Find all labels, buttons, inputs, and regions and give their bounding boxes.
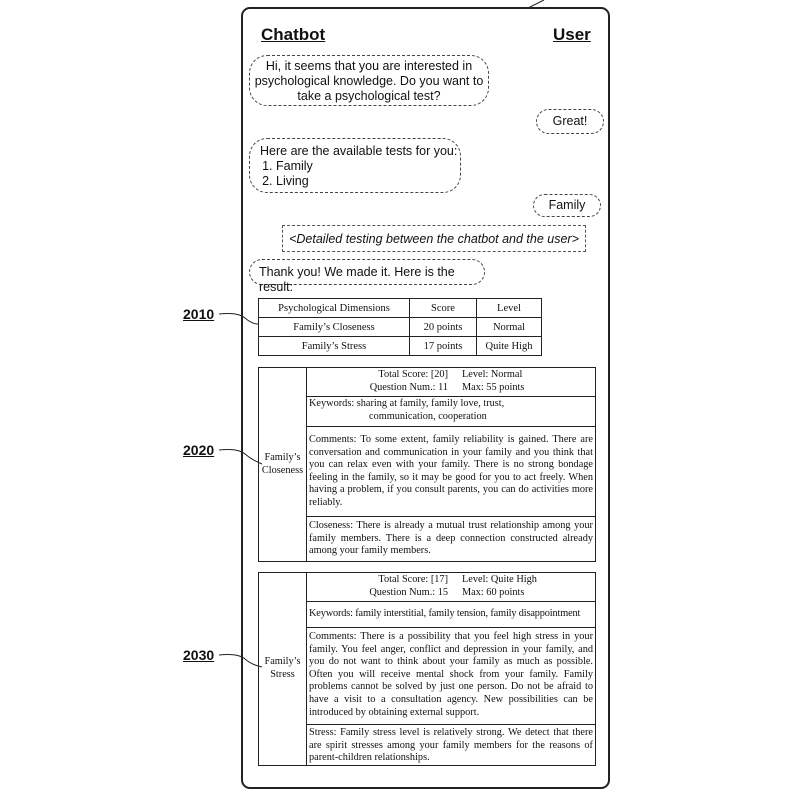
dimension-cell: Family’s Closeness [259, 318, 410, 337]
stress-score-cell [307, 573, 595, 602]
user-header: User [553, 25, 591, 44]
score-cell: 17 points [410, 337, 477, 356]
chatbot-message-result: Thank you! We made it. Here is the result: [249, 259, 485, 285]
message-text: Great! [552, 114, 588, 128]
stress-side-label [259, 573, 307, 765]
closeness-side-label [259, 368, 307, 561]
closeness-comments-cell: Comments: To some extent, family reliability is gained. There are conversation and communication in your family and you think that you can relax even with your family. There is no strong bondage feeling in the family, so it may be good for you to act freely. When having a problem, if you consult parents, you can do activities more reliably. [307, 427, 595, 517]
message-line: take a psychological test? [297, 89, 441, 103]
stress-comments-cell: Comments: There is a possibility that you feel high stress in your family. You feel anger, conflict and depression in your family, and you do not want to think about your family as much as possible. Often you will receive mental shock from your family. Family problems cannot be solved by just one person. Do not be afraid to have a visit to a consultation agency. New possibilities can be introduced by obtaining external support. [307, 628, 595, 725]
stress-keywords-cell: Keywords: family interstitial, family tension, family disappointment [307, 602, 595, 628]
closeness-summary-cell: Closeness: There is already a mutual trust relationship among your family members. There is a deep connection constructed already among your family members. [309, 520, 593, 557]
stress-total-score: Total Score: [17] [378, 574, 448, 585]
header-score: Score [410, 299, 477, 318]
message-line: Hi, it seems that you are interested in [265, 59, 473, 73]
level-cell: Quite High [477, 337, 542, 356]
header-level: Level [477, 299, 542, 318]
leader-2010 [219, 314, 258, 325]
dimension-cell: Family’s Stress [259, 337, 410, 356]
level-cell: Normal [477, 318, 542, 337]
table-row [259, 318, 542, 337]
leader-2030 [219, 655, 262, 668]
ref-2010: 2010 [183, 306, 215, 322]
message-line: psychological knowledge. Do you want to [254, 74, 484, 88]
message-line: Here are the available tests for you: [260, 144, 458, 158]
closeness-max: Max: 55 points [462, 381, 525, 393]
side-label-line: Stress [270, 669, 295, 680]
closeness-level: Level: Normal [462, 369, 523, 380]
closeness-total-score: Total Score: [20] [378, 369, 448, 380]
closeness-question-num: Question Num.: 11 [369, 381, 448, 393]
keywords-line: communication, cooperation [369, 410, 487, 422]
side-label-line: Family’s [264, 451, 301, 463]
stress-level: Level: Quite High [462, 574, 537, 585]
chatbot-header: Chatbot [261, 25, 326, 44]
ref-2030: 2030 [183, 647, 215, 663]
table-row [259, 337, 542, 356]
stress-summary-cell: Stress: Family stress level is relatively strong. We detect that there are spirit stresses among your family members for the reasons of parent-children relationships. [309, 727, 593, 764]
closeness-keywords-cell [307, 397, 595, 427]
closeness-score-cell [307, 368, 595, 397]
ref-2020: 2020 [183, 442, 215, 458]
leader-2020 [219, 450, 262, 465]
score-table [258, 298, 542, 356]
detailed-testing-note: <Detailed testing between the chatbot and the user> [282, 225, 586, 252]
header-dimensions: Psychological Dimensions [259, 299, 410, 318]
score-table-header-row [259, 299, 542, 318]
stress-question-num: Question Num.: 15 [369, 586, 448, 598]
keywords-line: Keywords: sharing at family, family love, trust, [309, 398, 505, 409]
closeness-detail-table [258, 367, 596, 562]
test-option-family: 1. Family [276, 159, 460, 174]
score-cell: 20 points [410, 318, 477, 337]
stress-max: Max: 60 points [462, 586, 525, 598]
side-label-line: Family’s [264, 656, 301, 668]
stress-detail-table [258, 572, 596, 766]
test-option-living: 2. Living [276, 174, 460, 189]
message-text: Family [548, 198, 586, 212]
side-label-line: Closeness [261, 464, 304, 476]
